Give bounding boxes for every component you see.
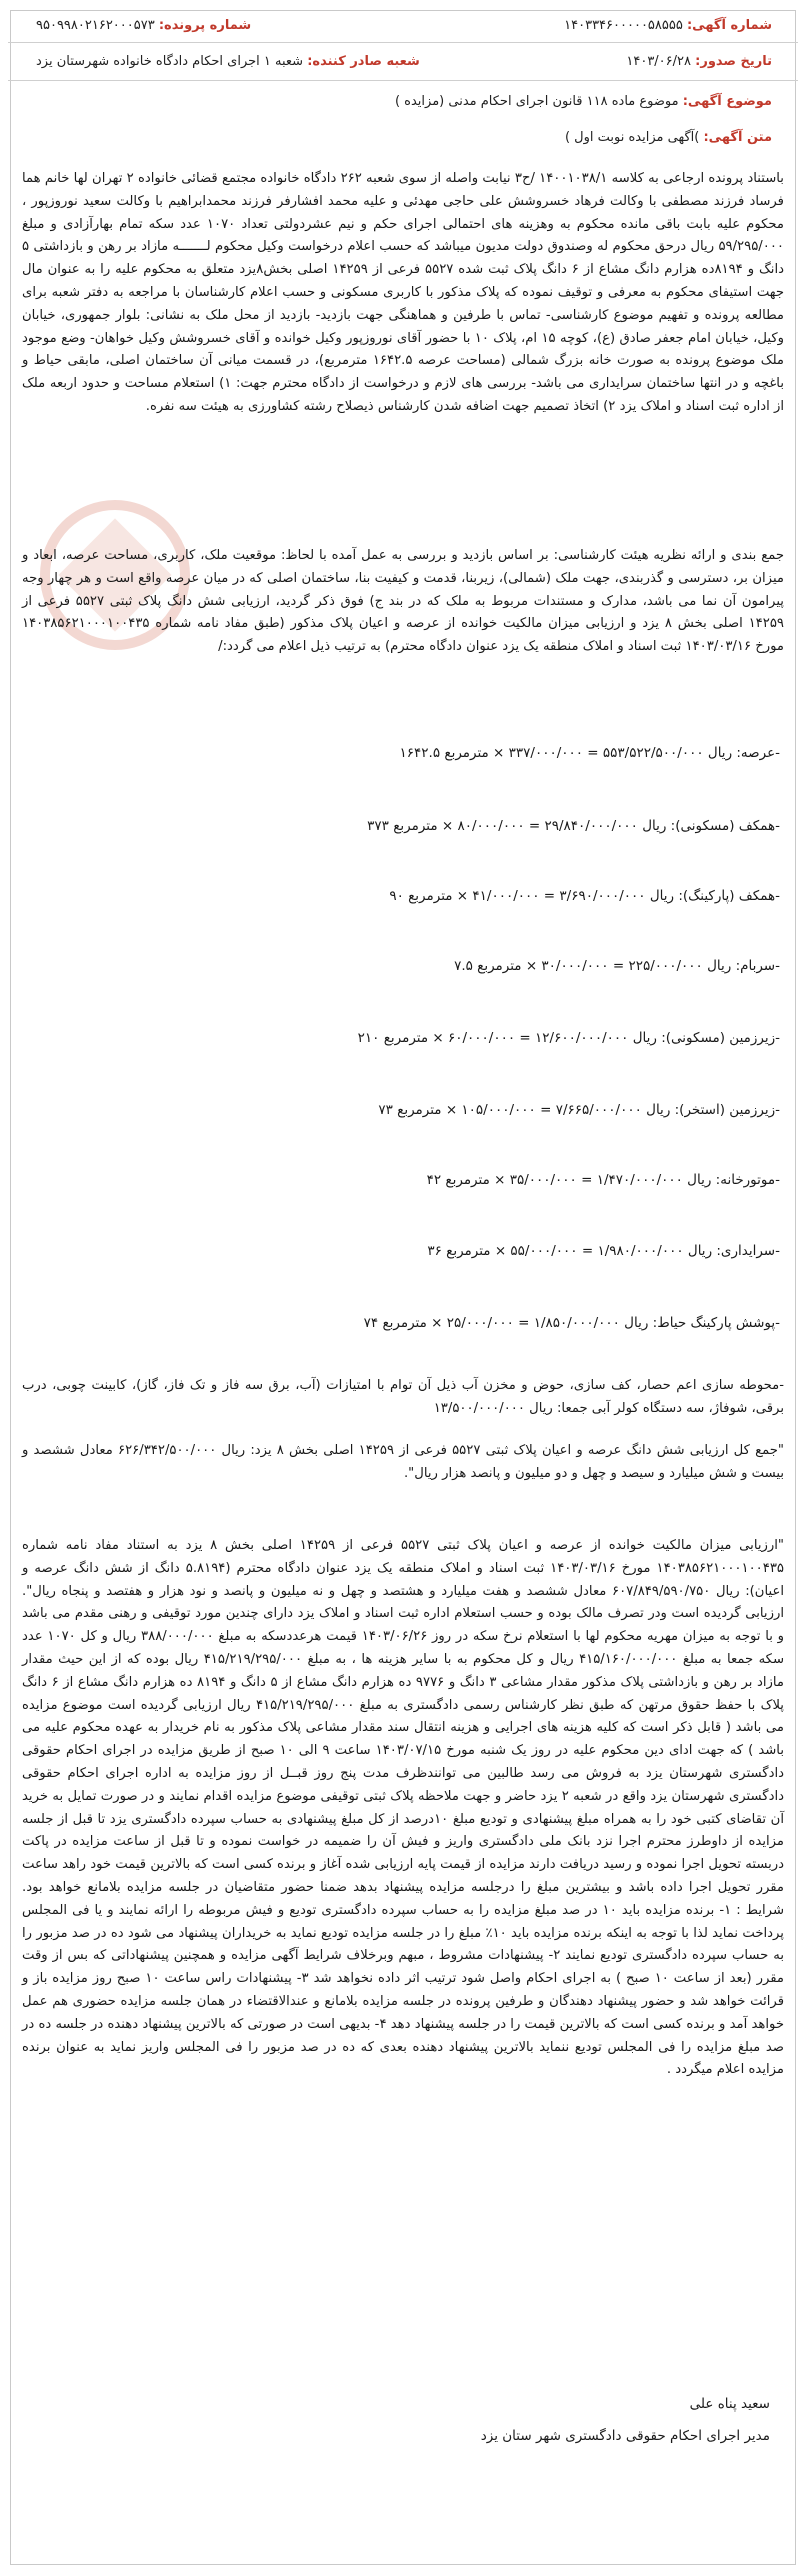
notice-number-value: ۱۴۰۳۳۴۶۰۰۰۰۰۵۸۵۵۵ [564, 18, 683, 33]
body-value: )آگهی مزایده نوبت اول ) [564, 130, 700, 145]
valuation-item-zirzamin-maskooni: -زیرزمین (مسکونی): ریال ۱۲/۶۰۰/۰۰۰/۰۰۰ = ۶۰/۰۰۰/۰۰۰ × مترمربع ۲۱۰ [357, 1030, 780, 1046]
valuation-item-poushesh: -پوشش پارکینگ حیاط: ریال ۱/۸۵۰/۰۰۰/۰۰۰ = ۲۵/۰۰۰/۰۰۰ × مترمربع ۷۴ [363, 1315, 780, 1331]
valuation-item-sarayedari: -سرایداری: ریال ۱/۹۸۰/۰۰۰/۰۰۰ = ۵۵/۰۰۰/۰۰۰ × مترمربع ۳۶ [427, 1243, 780, 1259]
valuation-item-sarbam: -سربام: ریال ۲۲۵/۰۰۰/۰۰۰ = ۳۰/۰۰۰/۰۰۰ × مترمربع ۷.۵ [454, 958, 780, 974]
issue-date-label: تاریخ صدور: [695, 54, 772, 69]
issuing-branch-label: شعبه صادر کننده: [307, 54, 420, 69]
case-number [36, 18, 251, 33]
intro-paragraph: باستناد پرونده ارجاعی به کلاسه ۱۴۰۰۱۰۳۸/۱ /ح۳ نیابت واصله از سوی شعبه ۲۶۲ دادگاه خانواده مجتمع قضائی خانواده ۲ تهران لها خانم هما فرساد فرزند مصطفی با وکالت فرهاد خسروشش علی حاجی مهدئی و علیه محمد افشارفر فرزند محمدابراهیم با وکالت سعید نوروزپور ، محکوم علیه بابت باقی مانده محکوم به وهزینه های احتمالی اجرای حکم و نیم عشردولتی تعداد ۱۰۷۰ عدد سکه تمام بهارآزادی و مبلغ ۵۹/۲۹۵/۰۰۰ ریال درحق محکوم له وصندوق دولت مدیون میباشد که حسب اعلام درخواست وکیل محکوم لـــــــه مازاد بر رهن و بازداشتی ۵ دانگ و ۸۱۹۴ده هزارم دانگ مشاع از ۶ دانگ پلاک ثبت شده ۵۵۲۷ فرعی از ۱۴۲۵۹ اصلی بخش۸یزد متعلق به محکوم علیه را به عنوان مال جهت استیفای محکوم به معرفی و توقیف نموده که پلاک مذکور با کاربری مسکونی و حسب اعلام کارشناسان با مراجعه به دفتر شعبه برای مطالعه پرونده و تفهیم موضوع کارشناسی- تماس با طرفین و هماهنگی جهت بازدید- بازدید از محل ملک به نشانی: بلوار جمهوری، خیابان وکیل، خیابان امام جعفر صادق (ع)، کوچه ۱۵ ام، پلاک ۱۰ با حضور آقای نوروزپور وکیل خوانده و آقای خسروشش وکیل خواهان- وضع موجود ملک موضوع پرونده به صورت خانه بزرگ شمالی (مساحت عرصه ۱۶۴۲.۵ مترمربع)، در قسمت میانی آن ساختمان اصلی، مابقی حیاط و باغچه و در انتها ساختمان سرایداری می باشد- بررسی های لازم و درخواست از دادگاه محترم جهت: ۱) استعلام مساحت و حدود اربعه ملک از اداره ثبت اسناد و املاک یزد ۲) اتخاذ تصمیم جهت اضافه شدن کارشناس ذیصلاح رشته کشاورزی به هیئت سه نفره. [22, 171, 785, 414]
body-label: متن آگهی: [703, 130, 772, 145]
body-heading [565, 130, 772, 145]
valuation-item-motorkhane: -موتورخانه: ریال ۱/۴۷۰/۰۰۰/۰۰۰ = ۳۵/۰۰۰/۰۰۰ × مترمربع ۴۲ [426, 1172, 780, 1188]
auction-terms-paragraph: "ارزیابی میزان مالکیت خوانده از عرصه و اعیان پلاک ثبتی ۵۵۲۷ فرعی از ۱۴۲۵۹ اصلی بخش ۸ یزد به استناد مفاد نامه شماره ۱۴۰۳۸۵۶۲۱۰۰۰۱۰۰۴۳۵ مورخ ۱۴۰۳/۰۳/۱۶ ثبت اسناد و املاک منطقه یک یزد عنوان دادگاه محترم (۵.۸۱۹۴ دانگ از شش دانگ عرصه و اعیان): ریال ۶۰۷/۸۴۹/۵۹۰/۷۵۰ معادل ششصد و هفت میلیارد و هشتصد و چهل و نه میلیون و پانصد و نود هزار و هفتصد و پنجاه ریال". ارزیابی گردیده است ودر تصرف مالک بوده و حسب استعلام اداره ثبت اسناد و املاک یزد دارای چندین مورد توقیفی و رهنی مقدم می باشد و با توجه به میزان مهریه محکوم لها با استعلام نرخ سکه در روز ۱۴۰۳/۰۶/۲۶ قیمت هرعددسکه به مبلغ ۳۸۸/۰۰۰/۰۰۰ ریال و کل ۱۰۷۰ عدد سکه جمعا به مبلغ ۴۱۵/۱۶۰/۰۰۰/۰۰۰ ریال و کل محکوم به با سایر هزینه ها ، به مبلغ ۴۱۵/۲۱۹/۲۹۵/۰۰۰ ریال بوده که از این حیث مقدار مازاد بر رهن و بازداشتی پلاک مذکور مقدار مشاعی ۳ دانگ و ۹۷۷۶ ده هزارم دانگ مشاع از ۵ دانگ و ۸۱۹۴ ده هزارم دانگ مشاع از ۶ دانگ پلاک با حفظ حقوق مرتهن که طبق نظر کارشناس رسمی دادگستری به مبلغ ۴۱۵/۲۱۹/۲۹۵/۰۰۰ ریال ارزیابی گردیده است موضوع مزایده می باشد ( قابل ذکر است که کلیه هزینه های اجرایی و هزینه انتقال سند مقدار مشاعی پلاک مذکور به نام خریدار به عهده محکوم علیه می باشد ) که جهت ادای دین محکوم علیه در روز یک شنبه مورخ ۱۴۰۳/۰۷/۱۵ ساعت ۹ الی ۱۰ صبح از طریق مزایده در اجرای احکام حقوقی دادگستری شهرستان یزد به فروش می رسد طالبین می توانندظرف مدت پنج روز قبــل از روز مزایده به اداره اجرای احکام حقوقی دادگستری شهرستان یزد واقع در شعبه ۲ یزد حاضر و جهت ملاحظه پلاک ثبتی توقیفی موضوع مزایده اقدام نمایند و در صورت تمایل به خرید آن تقاضای کتبی خود را به همراه مبلغ پیشنهادی و تودیع مبلغ ۱۰درصد از کل مبلغ پیشنهادی به حساب سپرده دادگستری یزد تا قبل از جلسه مزایده از داوطرز محترم اجرا نزد بانک ملی دادگستری واریز و فیش آن را ضمیمه در خواست نموده و تا قبل از ساعت مزایده در پاکت دربسته تحویل اجرا نموده و رسید دریافت دارند مزایده از قیمت پایه ارزیابی شده آغاز و برنده کسی است که بالاترین قیمت خود راهد ساعت مقرر تحویل اجرا داده باشد و بیشترین مبلغ را درجلسه مزایده پیشنهاد بدهد ضمنا حضور متقاضیان در جلسه مزایده بلامانع خواهد بود. شرایط : ۱- برنده مزایده باید ۱۰ در صد مبلغ مزایده را به حساب سپرده دادگستری تودیع و فیش مربوطه را ارائه نمایند و یا فی المجلس پرداخت نماید لذا با توجه به اینکه برنده مزایده باید ۱۰٪ مبلغ را در جلسه مزایده تودیع نماید به خریداران پیشنهاد می شود ده در صد مزبور را به حساب سپرده دادگستری تودیع نمایند ۲- پیشنهادات مشروط ، مبهم وبرخلاف شرایط آگهی مزایده و همچنین پیشنهاداتی که بس از وقت مقرر (بعد از ساعت ۱۰ صبح ) به اجرای احکام واصل شود ترتیب اثر داده نخواهد شد ۳- پیشنهادات راس ساعت ۱۰ صبح روز مزایده باز و قرائت خواهد شد و حضور پیشنهاد دهندگان و طرفین پرونده در جلسه مزایده بلامانع و عندالاقتضاء در همان جلسه مزایده حضوری هم عمل خواهد آمد و برنده کسی است که بالاترین قیمت را در جلسه پیشنهاد دهد ۴- بدیهی است در صورتی که بالاترین پیشنهاد دهنده در جلسه ده در صد مبلغ مزایده را فی المجلس تودیع ننماید بالاترین پیشنهاد دهنده بعدی که ده در صد مزبور را فی المجلس واریز نماید به عنوان برنده مزایده اعلام میگردد . [22, 1538, 785, 2078]
issue-date-value: ۱۴۰۳/۰۶/۲۸ [626, 54, 691, 69]
subject [395, 94, 772, 109]
signatory-title: مدیر اجرای احکام حقوقی دادگستری شهر ستان یزد [480, 2428, 770, 2444]
issue-date [626, 54, 772, 69]
signatory-name: سعید پناه علی [689, 2396, 770, 2412]
issuing-branch-value: شعبه ۱ اجرای احکام دادگاه خانواده شهرستان یزد [36, 54, 304, 69]
case-number-value: ۹۵۰۹۹۸۰۲۱۶۲۰۰۰۵۷۳ [36, 18, 155, 33]
notice-number [564, 18, 772, 33]
expert-paragraph: جمع بندی و ارائه نظریه هیئت کارشناسی: بر اساس بازدید و بررسی به عمل آمده با لحاظ: موقعیت ملک، کاربری، مساحت عرصه، ابعاد و میزان بر، دسترسی و گذربندی، جهت ملک (شمالی)، زیربنا، قدمت و کیفیت بنا، ساختمان اصلی که در میان عرصه واقع است و هر چهار وجه پیرامون آن نما می باشد، مدارک و مستندات مربوط به ملک که در بند ج) فوق ذکر گردید، ارزیابی شش دانگ پلاک ثبتی ۵۵۲۷ فرعی از ۱۴۲۵۹ اصلی بخش ۸ یزد و ارزیابی میزان مالکیت خوانده از عرصه و اعیان پلاک مذکور (طبق مفاد نامه شماره ۱۴۰۳۸۵۶۲۱۰۰۰۱۰۰۴۳۵ مورخ ۱۴۰۳/۰۳/۱۶ ثبت اسناد و املاک منطقه یک یزد عنوان دادگاه محترم) به ترتیب ذیل اعلام می گردد:/ [22, 548, 784, 655]
total-six-dang-paragraph: "جمع کل ارزیابی شش دانگ عرصه و اعیان پلاک ثبتی ۵۵۲۷ فرعی از ۱۴۲۵۹ اصلی بخش ۸ یزد: ریال ۶۲۶/۳۴۲/۵۰۰/۰۰۰ معادل ششصد و بیست و شش میلیارد و سیصد و چهل و دو میلیون و پانصد هزار ریال". [22, 1443, 784, 1481]
subject-label: موضوع آگهی: [682, 94, 772, 109]
valuation-item-mohavate: -محوطه سازی اعم حصار، کف سازی، حوض و مخزن آب ذیل آن توام با امتیازات (آب، برق سه فاز و تک فاز، گاز)، کابینت چوبی، درب برقی، شوفاژ، سه دستگاه کولر آبی جمعا: ریال ۱۳/۵۰۰/۰۰۰/۰۰۰ [22, 1378, 784, 1416]
header-divider [8, 80, 798, 81]
notice-number-label: شماره آگهی: [686, 18, 772, 33]
subject-value: موضوع ماده ۱۱۸ قانون اجرای احکام مدنی (مزایده ) [394, 94, 679, 109]
valuation-item-arse: -عرصه: ریال ۵۵۳/۵۲۲/۵۰۰/۰۰۰ = ۳۳۷/۰۰۰/۰۰۰ × مترمربع ۱۶۴۲.۵ [399, 745, 780, 761]
valuation-item-hamkaf-parking: -همکف (پارکینگ): ریال ۳/۶۹۰/۰۰۰/۰۰۰ = ۴۱/۰۰۰/۰۰۰ × مترمربع ۹۰ [389, 888, 780, 904]
case-number-label: شماره پرونده: [158, 18, 252, 33]
issuing-branch [36, 54, 420, 69]
valuation-item-zirzamin-estakhr: -زیرزمین (استخر): ریال ۷/۶۶۵/۰۰۰/۰۰۰ = ۱۰۵/۰۰۰/۰۰۰ × مترمربع ۷۳ [378, 1102, 780, 1118]
valuation-item-hamkaf-maskooni: -همکف (مسکونی): ریال ۲۹/۸۴۰/۰۰۰/۰۰۰ = ۸۰/۰۰۰/۰۰۰ × مترمربع ۳۷۳ [367, 818, 780, 834]
header-divider [8, 42, 798, 43]
